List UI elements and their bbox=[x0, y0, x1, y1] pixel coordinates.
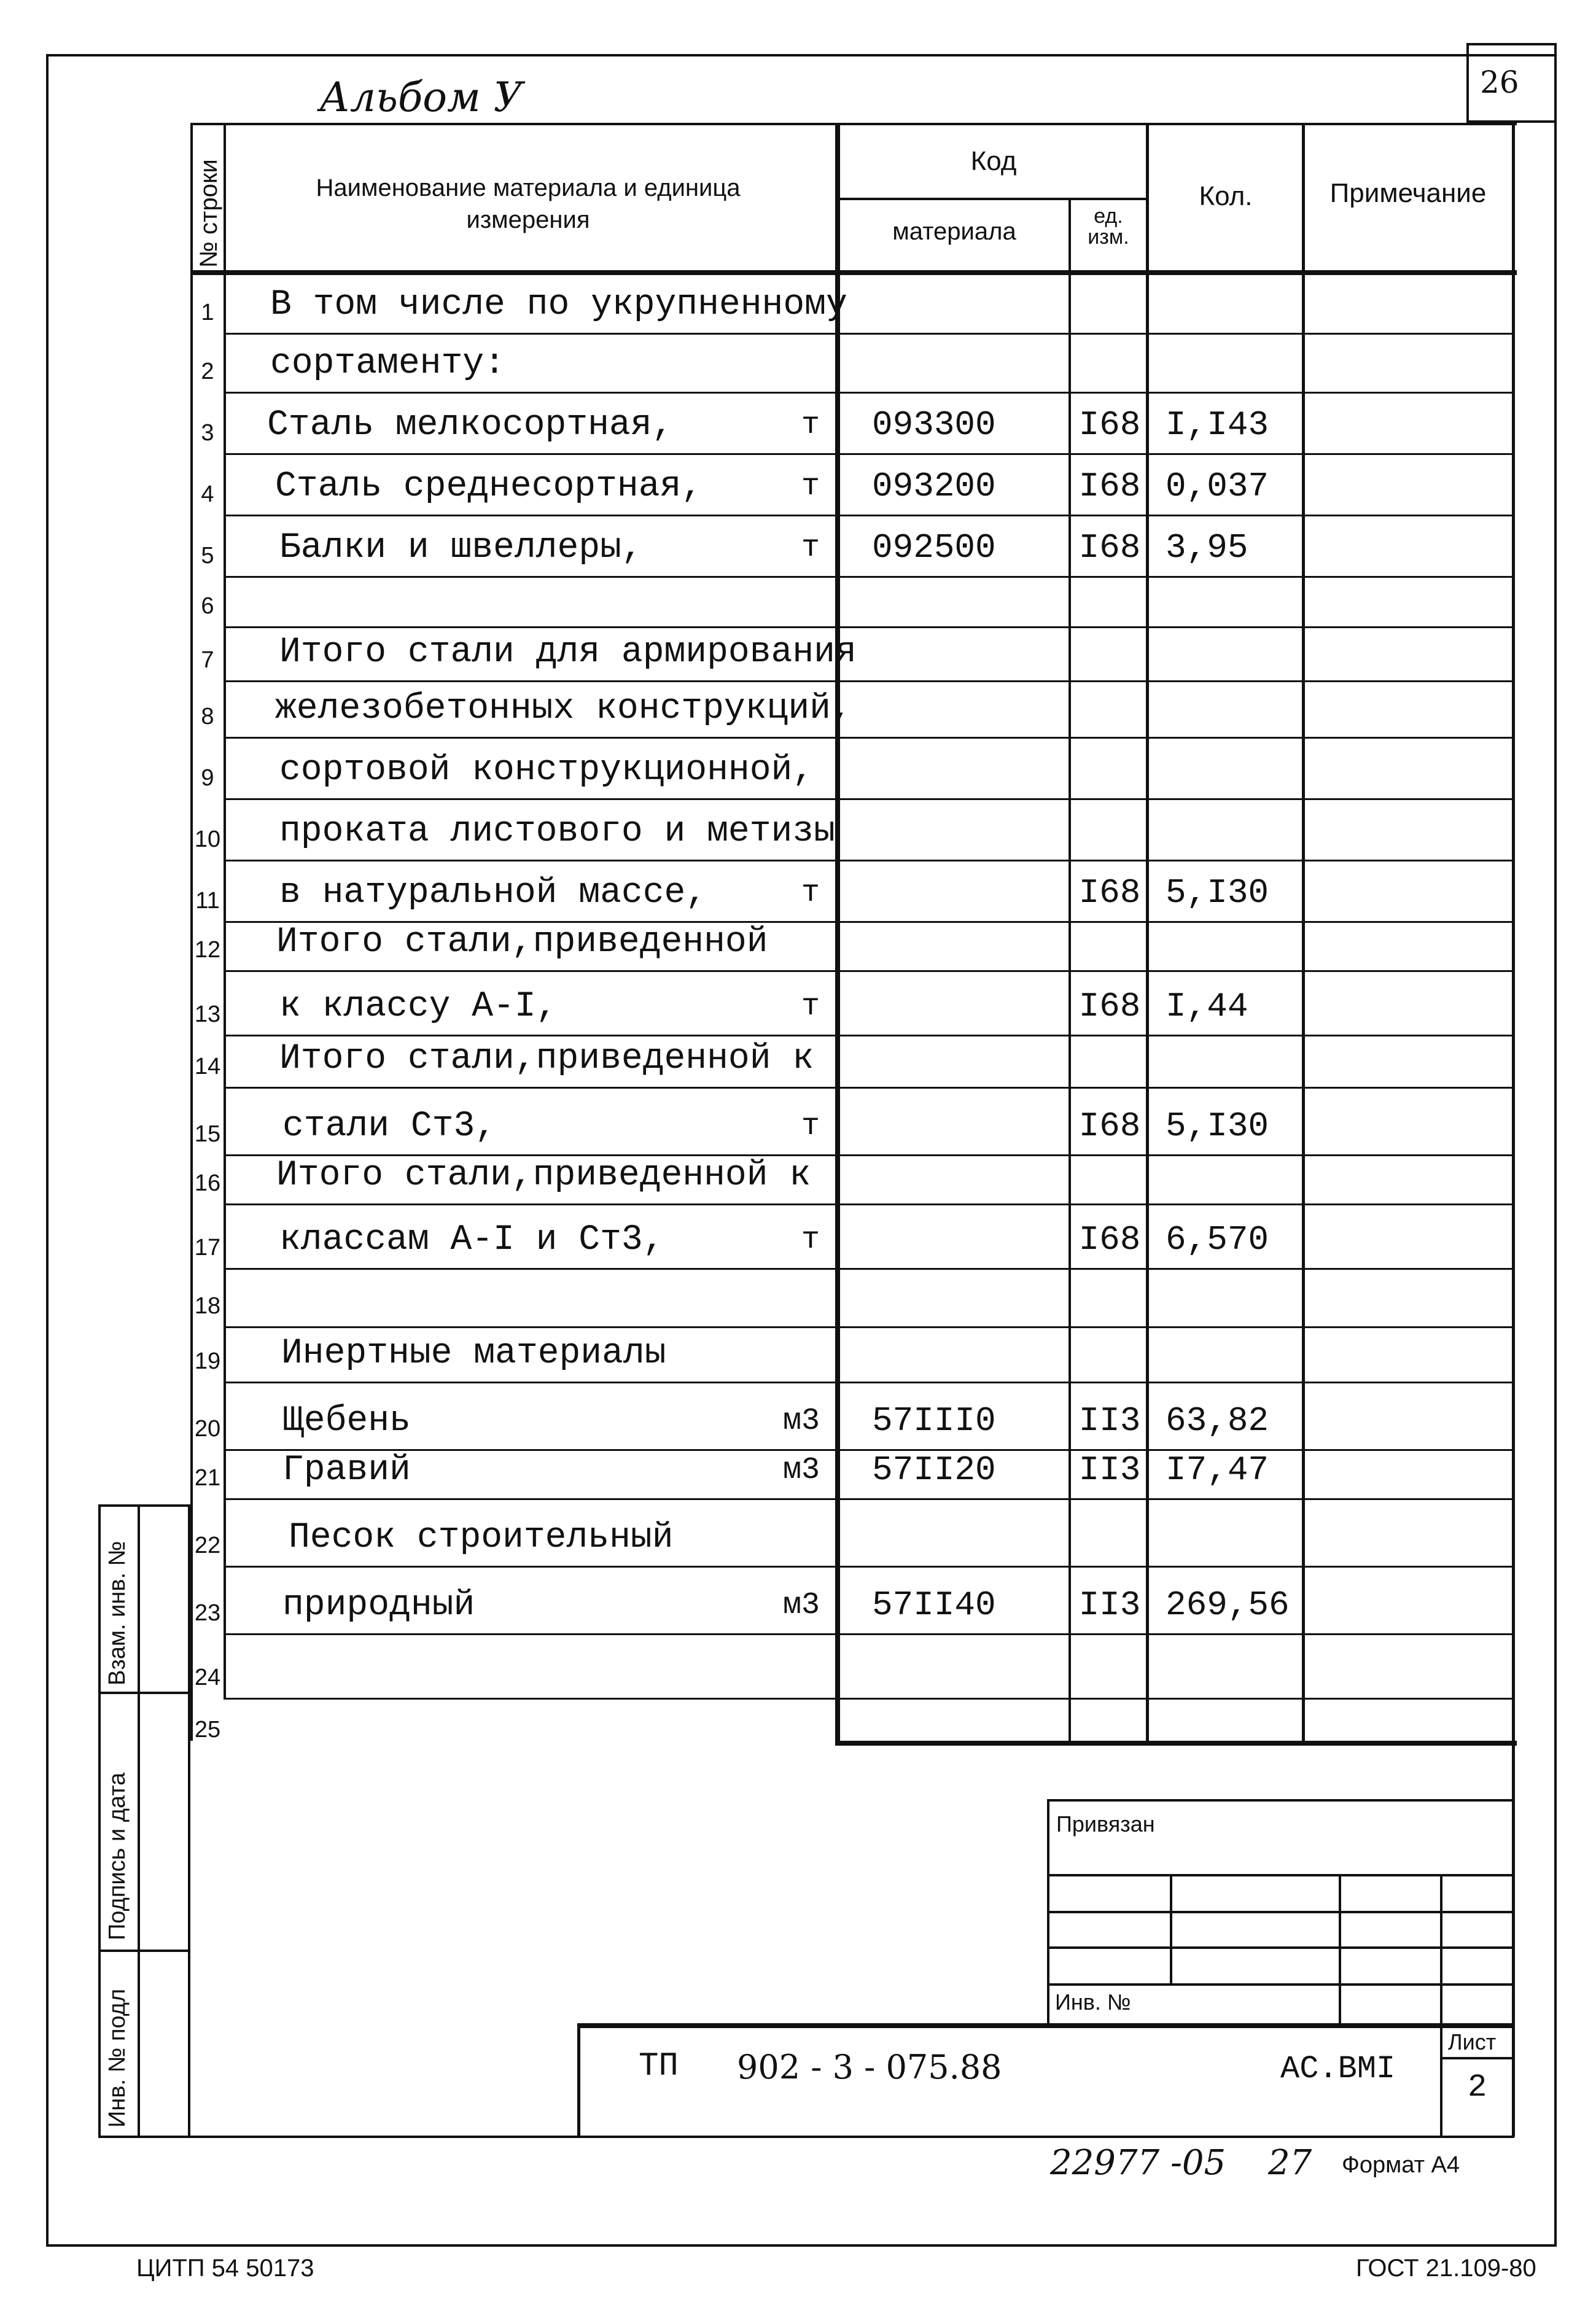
row-separator bbox=[224, 333, 1513, 335]
table-bottom bbox=[835, 1741, 1517, 1746]
row-number: 15 bbox=[194, 1121, 221, 1147]
row-material-name: Гравий bbox=[282, 1450, 411, 1490]
row-number: 22 bbox=[194, 1533, 221, 1558]
doc-mark: АС.ВМI bbox=[1280, 2051, 1396, 2087]
outer-frame-top bbox=[46, 54, 1557, 56]
privyazan-row-2 bbox=[1047, 1911, 1514, 1913]
row-quantity: 5,I30 bbox=[1166, 1106, 1269, 1146]
inv-no-label: Инв. № bbox=[1055, 1989, 1131, 2015]
stamp-vzam: Взам. инв. № bbox=[104, 1541, 130, 1685]
row-number: 7 bbox=[201, 647, 214, 673]
corner-box-top bbox=[1466, 43, 1557, 45]
col-sep-qty bbox=[1302, 123, 1305, 1744]
row-separator bbox=[224, 626, 1513, 628]
row-material-code: 093200 bbox=[872, 467, 996, 506]
row-material-name: в натуральной массе, bbox=[279, 873, 707, 913]
frame-bottom-line bbox=[188, 2136, 1514, 2138]
row-unit-code: I68 bbox=[1078, 1106, 1141, 1146]
row-material-code: 57II40 bbox=[872, 1585, 996, 1625]
row-number: 12 bbox=[194, 937, 221, 963]
row-material-name: Балки и швеллеры, bbox=[279, 528, 643, 568]
privyazan-col-1 bbox=[1170, 1874, 1172, 1985]
order-number: 22977 -05 bbox=[1050, 2143, 1226, 2183]
row-unit: т bbox=[801, 989, 820, 1024]
stamp-left bbox=[98, 1504, 101, 2138]
row-material-name: Итого стали для армирования bbox=[279, 632, 857, 672]
header-code-split bbox=[835, 198, 1148, 200]
row-unit: м3 bbox=[782, 1588, 820, 1623]
stamp-sep-2 bbox=[98, 1950, 188, 1952]
outer-frame-bottom bbox=[46, 2244, 1557, 2247]
row-number: 9 bbox=[201, 765, 214, 791]
row-separator bbox=[224, 392, 1513, 394]
corner-box-left bbox=[1466, 43, 1469, 123]
row-separator bbox=[224, 737, 1513, 739]
header-code: Код bbox=[970, 146, 1017, 176]
format-label: Формат А4 bbox=[1342, 2152, 1460, 2178]
copy-number: 27 bbox=[1268, 2143, 1312, 2183]
row-number: 16 bbox=[194, 1170, 221, 1196]
row-separator bbox=[224, 1566, 1513, 1568]
stamp-mid bbox=[138, 1504, 140, 2138]
row-separator bbox=[224, 970, 1513, 972]
row-material-code: 092500 bbox=[872, 528, 996, 567]
outer-frame-left bbox=[46, 54, 49, 2246]
row-unit: т bbox=[801, 876, 820, 911]
row-number: 3 bbox=[201, 420, 214, 446]
row-material-name: сортовой конструкционной, bbox=[279, 750, 814, 790]
row-unit-code: I68 bbox=[1078, 987, 1141, 1026]
row-quantity: 6,570 bbox=[1166, 1220, 1269, 1259]
row-unit: т bbox=[801, 469, 820, 504]
header-bottom bbox=[190, 270, 1517, 275]
table-right bbox=[1512, 123, 1515, 1744]
row-separator bbox=[224, 680, 1513, 682]
row-quantity: 63,82 bbox=[1166, 1401, 1269, 1440]
footer-gost: ГОСТ 21.109-80 bbox=[1356, 2255, 1536, 2282]
row-material-name: стали Ст3, bbox=[282, 1106, 497, 1146]
sheet-corner-number: 26 bbox=[1480, 64, 1519, 100]
row-material-code: 57II20 bbox=[872, 1450, 996, 1490]
row-material-name: Итого стали,приведенной bbox=[276, 922, 768, 962]
row-separator bbox=[224, 1268, 1513, 1270]
row-separator bbox=[224, 576, 1513, 578]
row-number: 25 bbox=[194, 1717, 221, 1743]
privyazan-col-2 bbox=[1339, 1874, 1341, 2024]
row-material-name: Итого стали,приведенной к bbox=[279, 1039, 814, 1079]
list-value: 2 bbox=[1468, 2069, 1487, 2105]
row-number: 4 bbox=[201, 481, 214, 507]
privyazan-row-4 bbox=[1047, 1983, 1514, 1986]
row-number: 21 bbox=[194, 1465, 221, 1491]
row-material-name: Сталь среднесортная, bbox=[275, 467, 703, 507]
row-separator bbox=[224, 1087, 1513, 1089]
stamp-podpis: Подпись и дата bbox=[104, 1772, 130, 1940]
row-material-name: Песок строительный bbox=[289, 1518, 674, 1558]
row-quantity: 269,56 bbox=[1166, 1585, 1290, 1625]
row-material-name: Сталь мелкосортная, bbox=[267, 405, 674, 445]
stamp-main-top bbox=[577, 2023, 1514, 2028]
row-number: 8 bbox=[201, 704, 214, 729]
row-material-name: В том числе по укрупненному bbox=[270, 285, 847, 325]
frame-inner-left bbox=[188, 1504, 190, 2138]
header-code-material: материала bbox=[892, 218, 1016, 245]
row-number: 14 bbox=[194, 1054, 221, 1079]
privyazan-row-3 bbox=[1047, 1946, 1514, 1949]
stamp-main-left bbox=[577, 2023, 580, 2138]
row-number: 17 bbox=[194, 1235, 221, 1261]
doc-number: 902 - 3 - 075.88 bbox=[737, 2048, 1002, 2086]
row-material-name: железобетонных конструкций, bbox=[275, 689, 852, 729]
row-separator bbox=[224, 860, 1513, 861]
row-number: 20 bbox=[194, 1416, 221, 1442]
row-material-name: Итого стали,приведенной к bbox=[276, 1156, 811, 1195]
stamp-top bbox=[98, 1504, 188, 1507]
row-unit-code: I68 bbox=[1078, 467, 1141, 506]
row-unit-code: I68 bbox=[1078, 873, 1141, 912]
row-material-name: проката листового и метизы bbox=[279, 812, 835, 852]
row-quantity: I,44 bbox=[1166, 987, 1248, 1026]
row-number: 11 bbox=[195, 888, 220, 914]
row-unit: м3 bbox=[782, 1453, 820, 1488]
header-qty: Кол. bbox=[1199, 181, 1253, 211]
row-separator bbox=[224, 1698, 1513, 1700]
row-material-name: к классу А-I, bbox=[279, 987, 558, 1027]
row-material-name: классам А-I и Ст3, bbox=[279, 1220, 664, 1260]
list-label: Лист bbox=[1448, 2029, 1497, 2055]
row-unit-code: II3 bbox=[1078, 1585, 1141, 1625]
row-unit: т bbox=[801, 531, 820, 566]
row-quantity: 0,037 bbox=[1166, 467, 1269, 506]
row-number: 5 bbox=[201, 543, 214, 569]
privyazan-top bbox=[1047, 1799, 1514, 1802]
row-material-name: Щебень bbox=[282, 1401, 411, 1441]
row-material-name: сортаменту: bbox=[270, 344, 505, 384]
list-box-left bbox=[1440, 2023, 1442, 2138]
col-sep-rownum bbox=[224, 123, 226, 1698]
row-separator bbox=[224, 515, 1513, 516]
privyazan-row-1 bbox=[1047, 1874, 1514, 1876]
col-sep-name bbox=[835, 123, 840, 1744]
header-code-unit: ед. изм. bbox=[1088, 204, 1129, 249]
row-material-code: 57III0 bbox=[872, 1401, 996, 1440]
row-number: 1 bbox=[201, 300, 214, 325]
row-separator bbox=[224, 1449, 1513, 1451]
stamp-bottom bbox=[98, 2136, 188, 2138]
table-top bbox=[190, 123, 1517, 125]
stamp-sep-1 bbox=[98, 1692, 188, 1694]
col-sep-unit bbox=[1146, 123, 1149, 1744]
header-name: Наименование материала и единица измерения bbox=[316, 174, 741, 233]
row-unit: м3 bbox=[782, 1404, 820, 1439]
row-separator bbox=[224, 1498, 1513, 1500]
row-unit-code: II3 bbox=[1078, 1401, 1141, 1440]
row-unit-code: I68 bbox=[1078, 528, 1141, 567]
outer-frame-right bbox=[1554, 43, 1557, 2246]
row-number: 24 bbox=[194, 1665, 221, 1690]
row-number: 10 bbox=[194, 826, 221, 852]
row-number: 6 bbox=[201, 593, 214, 619]
privyazan-label: Привязан bbox=[1056, 1811, 1155, 1837]
header-row-no: № строки bbox=[195, 159, 222, 268]
row-unit: т bbox=[801, 1223, 820, 1258]
row-unit-code: I68 bbox=[1078, 1220, 1141, 1259]
row-number: 19 bbox=[194, 1348, 221, 1374]
album-title: Альбом У bbox=[319, 74, 523, 121]
list-box-split bbox=[1440, 2057, 1514, 2059]
row-unit: т bbox=[801, 408, 820, 443]
row-material-name: природный bbox=[282, 1585, 475, 1625]
row-quantity: I,I43 bbox=[1166, 405, 1269, 445]
row-unit: т bbox=[801, 1109, 820, 1144]
row-material-code: 093300 bbox=[872, 405, 996, 445]
row-quantity: I7,47 bbox=[1166, 1450, 1269, 1490]
row-separator bbox=[224, 798, 1513, 800]
row-separator bbox=[224, 453, 1513, 455]
row-material-name: Инертные материалы bbox=[281, 1334, 666, 1374]
header-note: Примечание bbox=[1329, 178, 1487, 208]
row-separator bbox=[224, 1382, 1513, 1383]
tp-label: ТП bbox=[639, 2048, 679, 2085]
stamp-inv-podl: Инв. № подл bbox=[104, 1988, 130, 2128]
row-unit-code: II3 bbox=[1078, 1450, 1141, 1490]
footer-left-code: ЦИТП 54 50173 bbox=[136, 2255, 314, 2282]
row-number: 13 bbox=[194, 1001, 221, 1027]
privyazan-col-3 bbox=[1440, 1874, 1442, 2024]
row-unit-code: I68 bbox=[1078, 405, 1141, 445]
row-separator bbox=[224, 1326, 1513, 1328]
row-number: 2 bbox=[201, 359, 214, 384]
row-quantity: 5,I30 bbox=[1166, 873, 1269, 912]
row-separator bbox=[224, 1633, 1513, 1635]
row-number: 23 bbox=[194, 1600, 221, 1626]
frame-right-lower bbox=[1512, 1744, 1515, 2137]
row-separator bbox=[224, 1035, 1513, 1036]
row-quantity: 3,95 bbox=[1166, 528, 1248, 567]
row-number: 18 bbox=[194, 1293, 221, 1319]
row-separator bbox=[224, 1203, 1513, 1205]
